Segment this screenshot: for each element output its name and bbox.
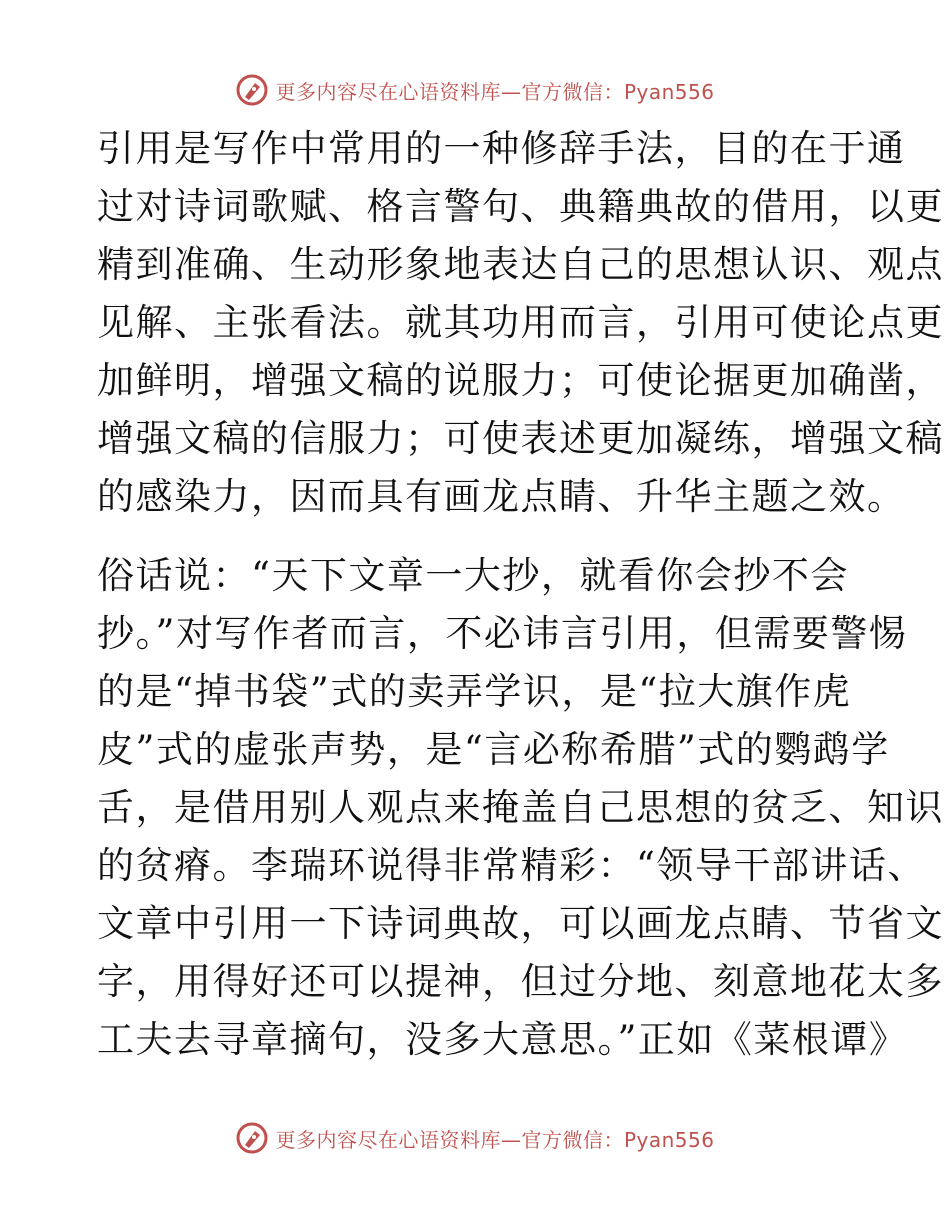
- paragraph-1: [97, 120, 944, 526]
- text-line: 字，用得好还可以提神，但过分地、刻意地花太多: [97, 960, 944, 1003]
- text-line: 引用是写作中常用的一种修辞手法，目的在于通: [97, 127, 906, 170]
- paragraph-spacer: [97, 526, 857, 547]
- text-line: 俗话说：“天下文章一大抄，就看你会抄不会: [97, 554, 849, 597]
- document-body: [97, 120, 944, 1069]
- text-line: 工夫去寻章摘句，没多大意思。”正如《菜根谭》: [97, 1018, 908, 1061]
- text-line: 过对诗词歌赋、格言警句、典籍典故的借用，以更: [97, 185, 944, 228]
- text-line: 精到准确、生动形象地表达自己的思想认识、观点: [97, 243, 944, 286]
- paragraph-2: [97, 547, 944, 1069]
- text-line: 的贫瘠。李瑞环说得非常精彩：“领导干部讲话、: [97, 844, 926, 887]
- header-banner: [0, 70, 950, 110]
- text-line: 抄。”对写作者而言，不必讳言引用，但需要警惕: [97, 612, 908, 655]
- text-line: 皮”式的虚张声势，是“言必称希腊”式的鹦鹉学: [97, 728, 890, 771]
- pen-nib-circle-icon: [235, 1121, 269, 1155]
- text-line: 见解、主张看法。就其功用而言，引用可使论点更: [97, 301, 944, 344]
- text-line: 文章中引用一下诗词典故，可以画龙点睛、节省文: [97, 902, 944, 945]
- text-line: 加鲜明，增强文稿的说服力；可使论据更加确凿，: [97, 359, 944, 402]
- text-line: 舌，是借用别人观点来掩盖自己思想的贫乏、知识: [97, 786, 944, 829]
- text-line: 的感染力，因而具有画龙点睛、升华主题之效。: [97, 475, 906, 518]
- footer-banner: [0, 1118, 950, 1158]
- text-line: 增强文稿的信服力；可使表述更加凝练，增强文稿: [97, 417, 944, 460]
- pen-nib-circle-icon: [235, 73, 269, 107]
- text-line: 的是“掉书袋”式的卖弄学识，是“拉大旗作虎: [97, 670, 852, 713]
- footer-banner-text: 更多内容尽在心语资料库—官方微信：Pyan556: [275, 1127, 715, 1152]
- header-banner-text: 更多内容尽在心语资料库—官方微信：Pyan556: [275, 79, 715, 104]
